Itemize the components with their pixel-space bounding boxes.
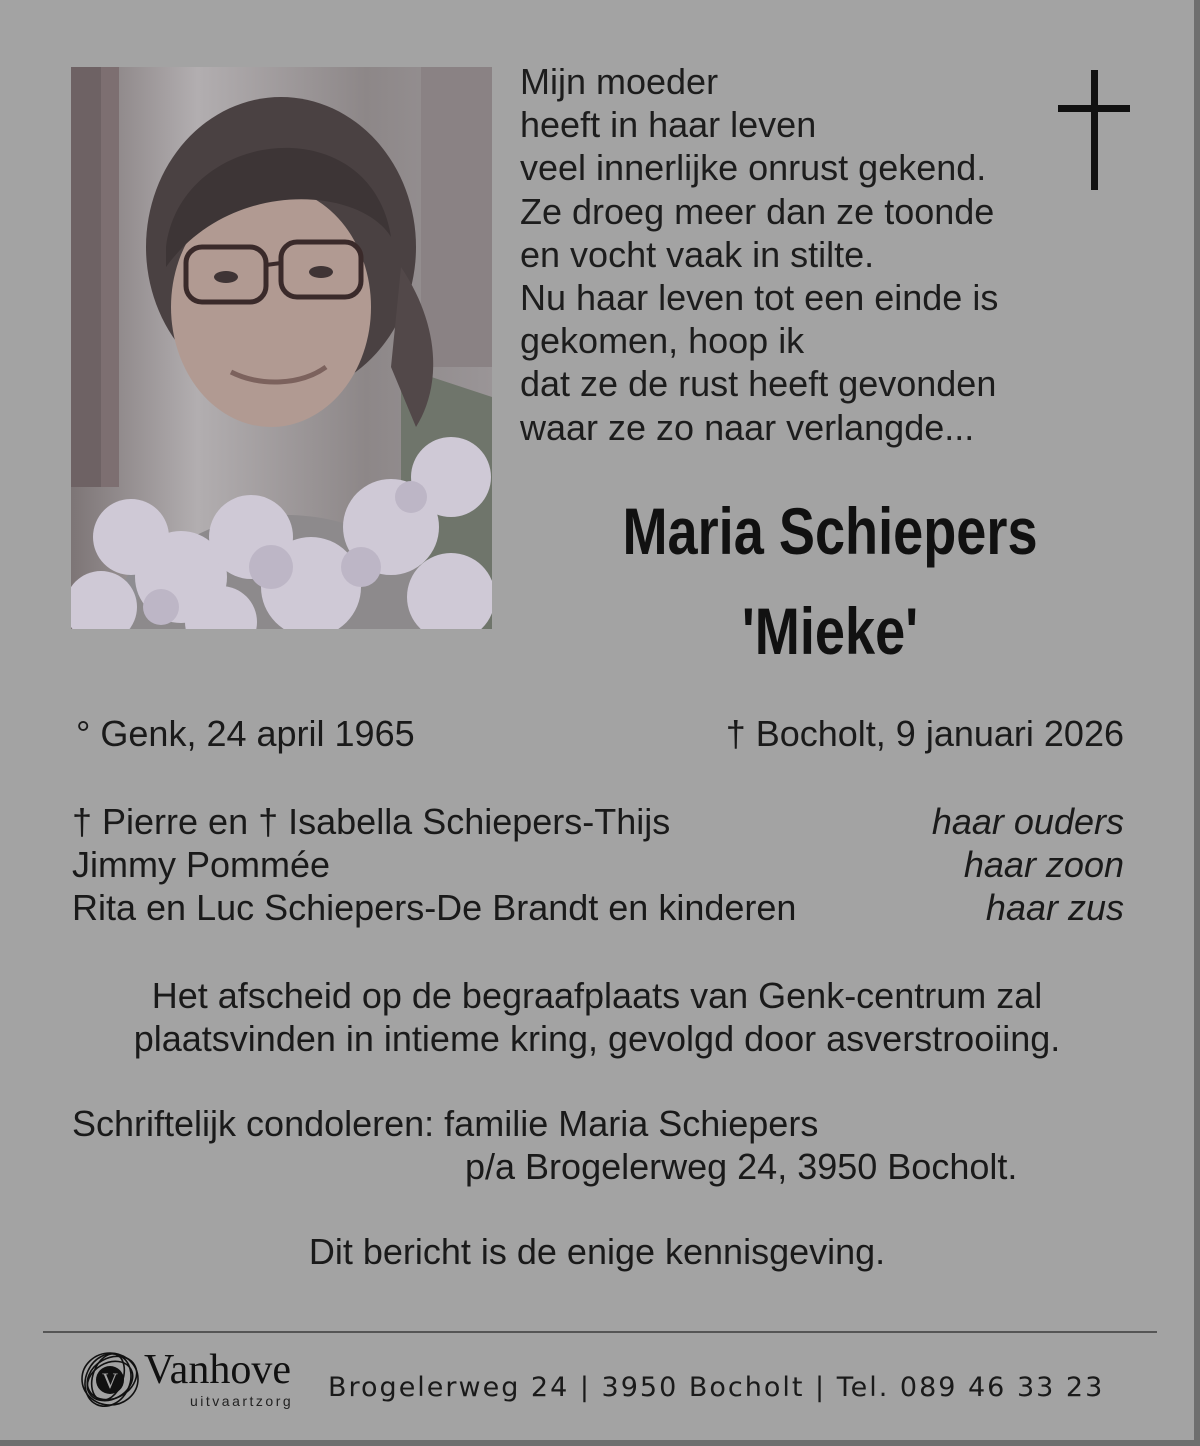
poem-line: heeft in haar leven xyxy=(520,104,817,146)
poem-line: en vocht vaak in stilte. xyxy=(520,233,875,275)
deceased-name: Maria Schiepers xyxy=(622,494,1038,568)
farewell-line: Het afscheid op de begraafplaats van Genk-centrum zal xyxy=(151,975,1043,1016)
family-names: Jimmy Pommée xyxy=(72,844,331,885)
poem-line: Mijn moeder xyxy=(520,61,719,102)
funeral-home-logo xyxy=(78,1345,308,1415)
family-row xyxy=(72,800,1124,843)
birth-info: ° Genk, 24 april 1965 xyxy=(76,713,415,754)
family-role: haar ouders xyxy=(931,801,1124,842)
brand-tagline: uitvaartzorg xyxy=(190,1393,294,1409)
family-names: † Pierre en † Isabella Schiepers-Thijs xyxy=(72,801,671,842)
deceased-nickname: 'Mieke' xyxy=(741,594,919,668)
poem xyxy=(520,60,1080,449)
condolence-address xyxy=(72,1102,1017,1188)
family-names: Rita en Luc Schiepers-De Brandt en kinderen xyxy=(72,887,797,928)
poem-line: waar ze zo naar verlangde... xyxy=(520,406,975,448)
death-info: † Bocholt, 9 januari 2026 xyxy=(725,713,1124,754)
notice-text: Dit bericht is de enige kennisgeving. xyxy=(308,1231,886,1272)
family-role: haar zoon xyxy=(963,844,1124,885)
footer-divider xyxy=(43,1331,1157,1333)
poem-line: Nu haar leven tot een einde is xyxy=(520,277,999,319)
farewell-text xyxy=(0,974,1194,1060)
family-row xyxy=(72,886,1124,929)
family-row xyxy=(72,843,1124,886)
scribble-v-logo-icon xyxy=(78,1347,142,1411)
svg-text:V: V xyxy=(102,1368,118,1393)
poem-line: veel innerlijke onrust gekend. xyxy=(520,147,987,189)
brand-name: Vanhove xyxy=(144,1347,291,1393)
cross-icon xyxy=(1058,70,1130,190)
portrait-image xyxy=(71,67,492,629)
poem-line: Ze droeg meer dan ze toonde xyxy=(520,190,995,232)
portrait-photo xyxy=(71,67,492,629)
farewell-line: plaatsvinden in intieme kring, gevolgd door asverstrooiing. xyxy=(133,1018,1061,1059)
footer-address: Brogelerweg 24 | 3950 Bocholt | Tel. 089 46 33 23 xyxy=(328,1372,1105,1403)
family-role: haar zus xyxy=(985,887,1124,928)
poem-line: dat ze de rust heeft gevonden xyxy=(520,363,997,405)
poem-line: gekomen, hoop ik xyxy=(520,320,805,362)
family-list xyxy=(72,800,1124,929)
condolence-line: p/a Brogelerweg 24, 3950 Bocholt. xyxy=(465,1146,1018,1187)
condolence-line: Schriftelijk condoleren: familie Maria Schiepers xyxy=(72,1103,819,1144)
